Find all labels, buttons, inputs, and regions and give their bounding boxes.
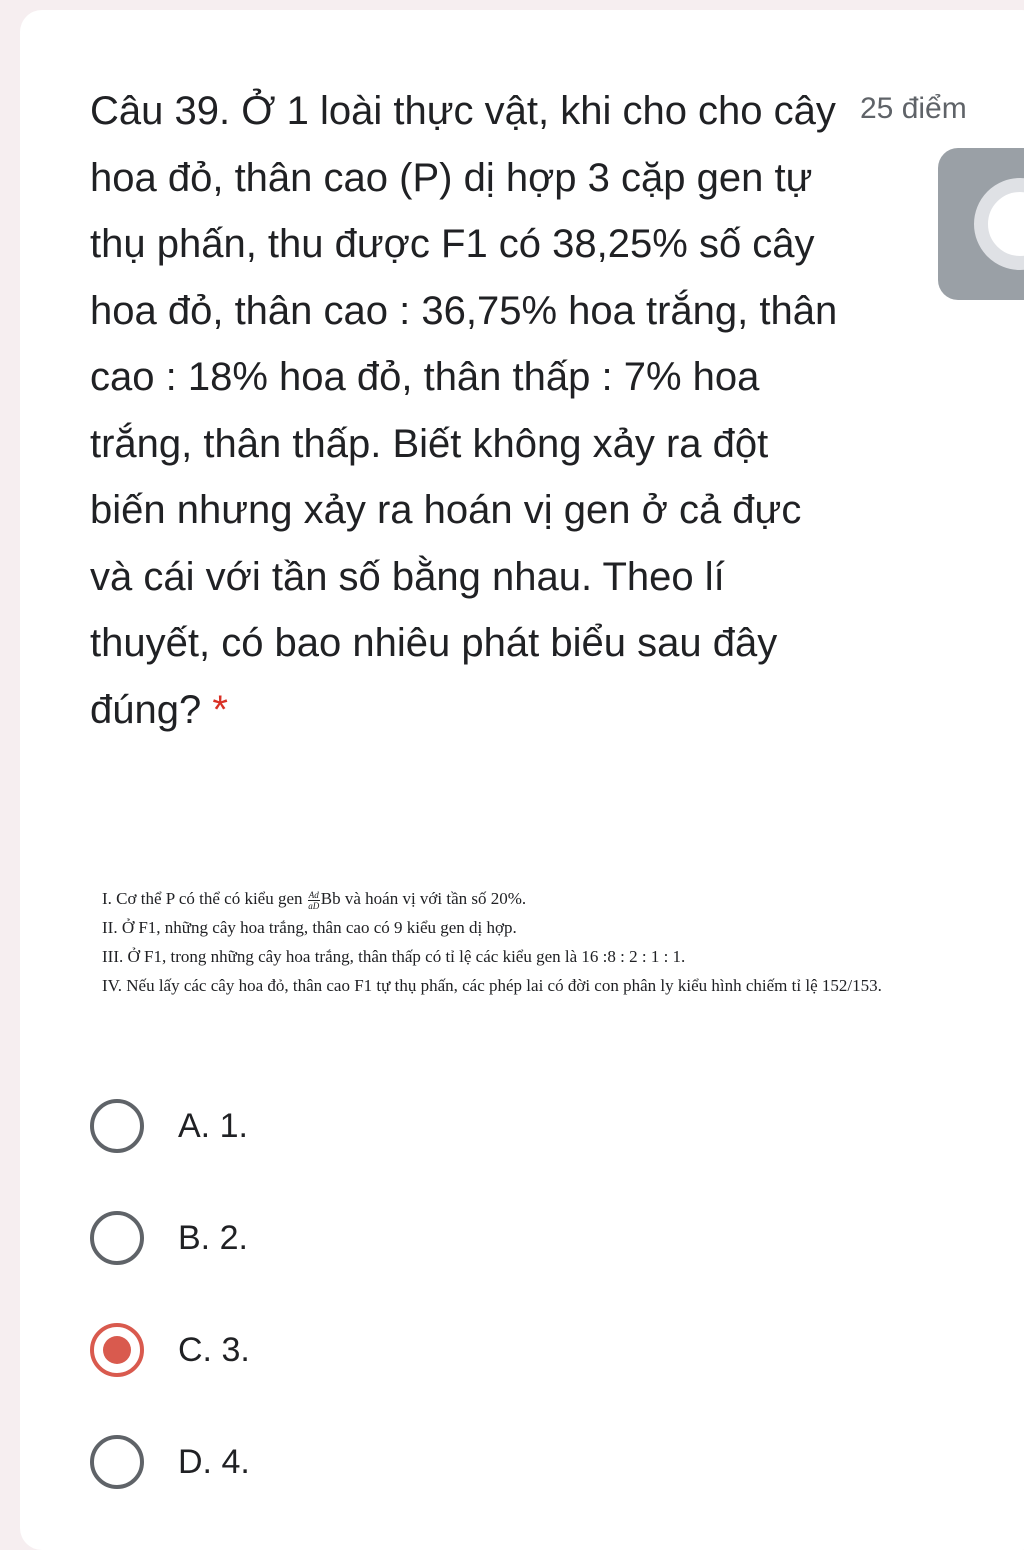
genotype-fraction — [308, 890, 320, 911]
statement-2: II. Ở F1, những cây hoa trắng, thân cao có 9 kiểu gen dị hợp. — [102, 918, 517, 937]
option-d[interactable] — [90, 1406, 590, 1518]
option-label: A. 1. — [178, 1106, 248, 1145]
question-title — [90, 78, 850, 743]
statement-4: IV. Nếu lấy các cây hoa đỏ, thân cao F1 tự thụ phấn, các phép lai có đời con phân ly kiểu hình chiếm tỉ lệ 152/153. — [102, 976, 882, 995]
statement-1-suffix: Bb và hoán vị với tần số 20%. — [320, 889, 527, 908]
statements-block — [102, 884, 982, 1000]
fraction-numerator: Ad — [308, 889, 319, 900]
radio-icon[interactable] — [90, 1435, 144, 1489]
radio-icon[interactable] — [90, 1211, 144, 1265]
answer-options — [90, 1070, 590, 1518]
statement-1-prefix: I. Cơ thể P có thể có kiểu gen — [102, 889, 303, 908]
question-text: Câu 39. Ở 1 loài thực vật, khi cho cho cây hoa đỏ, thân cao (P) dị hợp 3 cặp gen tự thụ phấn, thu được F1 có 38,25% số cây hoa đỏ, thân cao : 36,75% hoa trắng, thân cao : 18% hoa đỏ, thân thấp : 7% hoa trắng, thân thấp. Biết không xảy ra đột biến nhưng xảy ra hoán vị gen ở cả đực và cái với tần số bằng nhau. Theo lí thuyết, có bao nhiêu phát biểu sau đây đúng? — [90, 89, 838, 732]
add-question-icon[interactable] — [974, 178, 1024, 270]
option-b[interactable] — [90, 1182, 590, 1294]
option-label: B. 2. — [178, 1218, 248, 1257]
radio-icon[interactable] — [90, 1099, 144, 1153]
option-label: C. 3. — [178, 1330, 250, 1369]
required-asterisk: * — [212, 687, 228, 732]
option-label: D. 4. — [178, 1442, 250, 1481]
statement-3: III. Ở F1, trong những cây hoa trắng, thân thấp có tỉ lệ các kiểu gen là 16 :8 : 2 : 1 : 1. — [102, 947, 686, 966]
option-a[interactable] — [90, 1070, 590, 1182]
radio-dot — [103, 1336, 131, 1364]
option-c[interactable] — [90, 1294, 590, 1406]
points-label: 25 điểm — [860, 92, 967, 125]
statement-1 — [102, 884, 982, 913]
floating-toolbar[interactable] — [938, 148, 1024, 300]
fraction-denominator: aD — [308, 900, 320, 911]
radio-checked-icon[interactable] — [90, 1323, 144, 1377]
